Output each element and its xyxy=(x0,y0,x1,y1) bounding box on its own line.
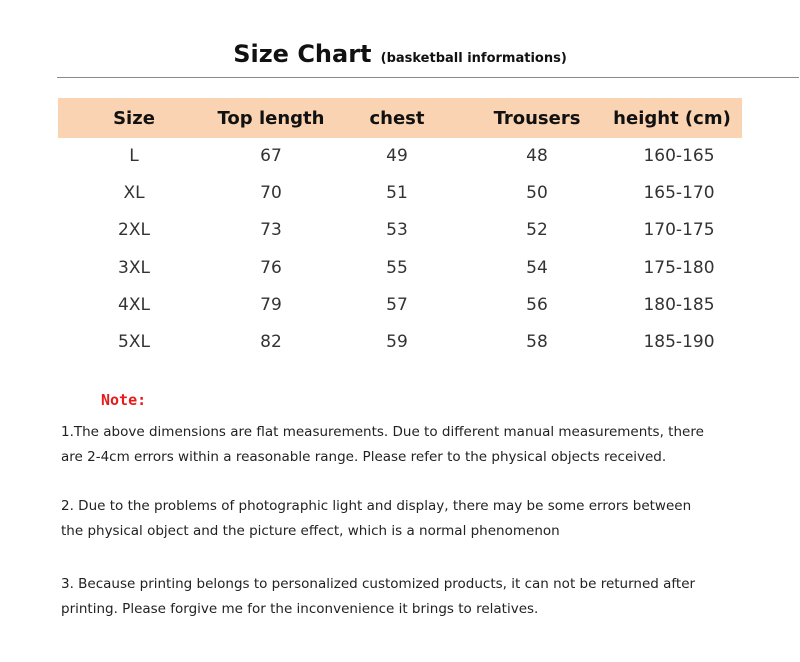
cell-size: 2XL xyxy=(118,220,150,240)
cell-trousers: 58 xyxy=(526,332,548,352)
cell-trousers: 54 xyxy=(526,258,548,278)
header-top-length: Top length xyxy=(217,108,325,129)
cell-height: 185-190 xyxy=(643,332,715,352)
note-2-line-1: 2. Due to the problems of photographic light and display, there may be some errors between xyxy=(61,498,692,514)
note-paragraph-3 xyxy=(61,572,761,622)
cell-chest: 59 xyxy=(386,332,408,352)
cell-size: 5XL xyxy=(118,332,150,352)
cell-size: L xyxy=(129,146,139,166)
cell-top-length: 76 xyxy=(260,258,282,278)
cell-trousers: 52 xyxy=(526,220,548,240)
cell-chest: 51 xyxy=(386,183,408,203)
note-1-line-2: are 2-4cm errors within a reasonable range. Please refer to the physical objects received. xyxy=(61,449,667,465)
note-paragraph-1 xyxy=(61,420,761,470)
cell-size: 3XL xyxy=(118,258,150,278)
cell-chest: 53 xyxy=(386,220,408,240)
title-subtitle: (basketball informations) xyxy=(380,51,567,66)
cell-size: XL xyxy=(123,183,145,203)
cell-trousers: 56 xyxy=(526,295,548,315)
cell-chest: 57 xyxy=(386,295,408,315)
cell-height: 165-170 xyxy=(643,183,715,203)
note-1-line-1: 1.The above dimensions are flat measurements. Due to different manual measurements, there xyxy=(61,424,704,440)
title-divider xyxy=(57,77,799,78)
cell-height: 160-165 xyxy=(643,146,715,166)
cell-top-length: 70 xyxy=(260,183,282,203)
header-trousers: Trousers xyxy=(493,108,581,129)
size-chart-title xyxy=(0,40,800,68)
note-2-line-2: the physical object and the picture effect, which is a normal phenomenon xyxy=(61,523,560,539)
cell-size: 4XL xyxy=(118,295,150,315)
note-3-line-1: 3. Because printing belongs to personalized customized products, it can not be returned after xyxy=(61,576,696,592)
cell-chest: 49 xyxy=(386,146,408,166)
cell-top-length: 67 xyxy=(260,146,282,166)
cell-trousers: 50 xyxy=(526,183,548,203)
header-chest: chest xyxy=(369,108,425,129)
cell-top-length: 73 xyxy=(260,220,282,240)
title-main: Size Chart xyxy=(233,40,372,68)
note-label: Note: xyxy=(101,391,147,409)
cell-top-length: 79 xyxy=(260,295,282,315)
cell-height: 175-180 xyxy=(643,258,715,278)
cell-height: 180-185 xyxy=(643,295,715,315)
header-size: Size xyxy=(113,108,155,129)
header-height: height (cm) xyxy=(613,108,731,129)
note-3-line-2: printing. Please forgive me for the inconvenience it brings to relatives. xyxy=(61,601,539,617)
cell-height: 170-175 xyxy=(643,220,715,240)
cell-chest: 55 xyxy=(386,258,408,278)
cell-top-length: 82 xyxy=(260,332,282,352)
note-paragraph-2 xyxy=(61,494,761,544)
cell-trousers: 48 xyxy=(526,146,548,166)
